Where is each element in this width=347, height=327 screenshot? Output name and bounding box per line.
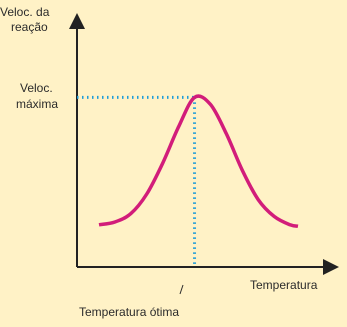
reaction-rate-curve — [99, 96, 298, 226]
optimum-label-connector — [180, 285, 183, 294]
peak-label-line1: Veloc. — [20, 81, 53, 95]
peak-label-line2: máxima — [16, 97, 59, 111]
y-axis-label-line1: Veloc. da — [0, 5, 50, 19]
x-axis-label: Temperatura — [250, 278, 318, 292]
y-axis-label-line2: reação — [11, 20, 48, 34]
optimum-temperature-label: Temperatura ótima — [79, 305, 180, 319]
